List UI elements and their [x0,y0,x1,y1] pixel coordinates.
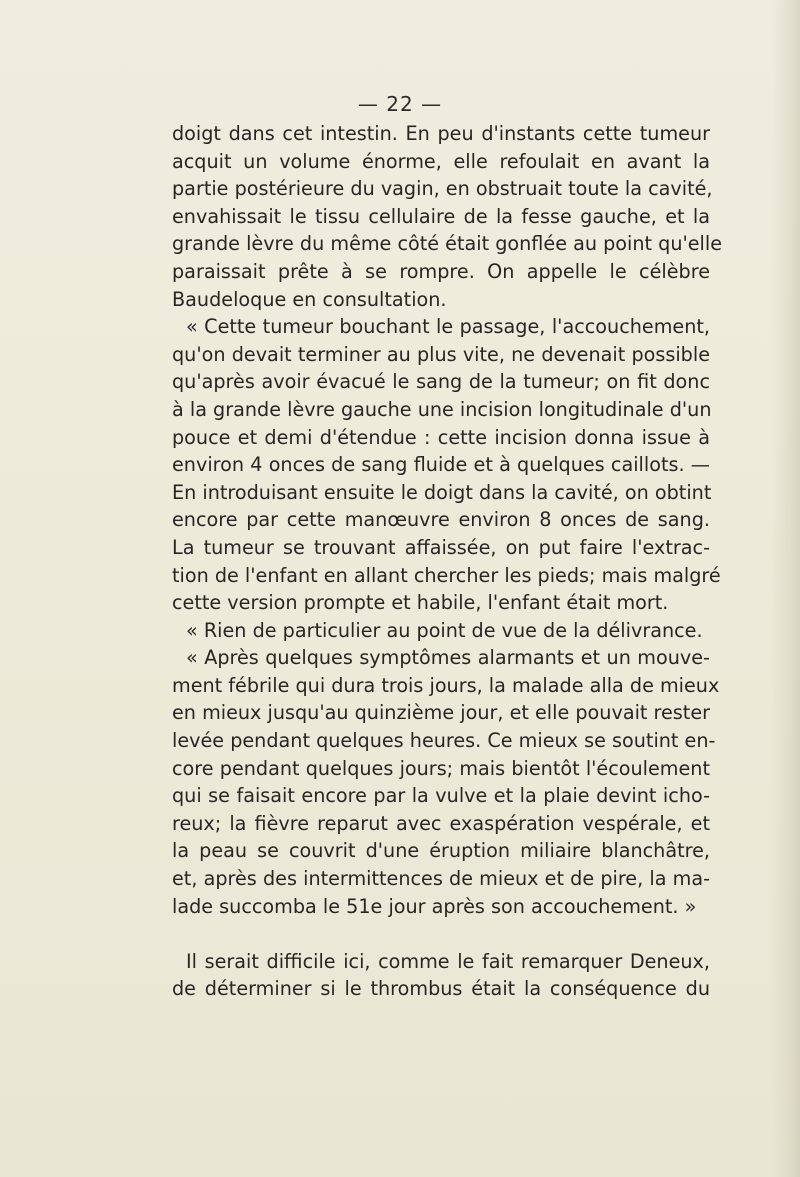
text-line: La tumeur se trouvant affaissée, on put faire l'extrac- [172,535,710,559]
text-line: levée pendant quelques heures. Ce mieux se soutint en- [172,729,716,753]
text-line: tion de l'enfant en allant chercher les pieds; mais malgré [172,563,721,587]
text-line: « Rien de particulier au point de vue de la délivrance. [186,618,703,642]
text-line: « Après quelques symptômes alarmants et un mouve- [186,646,710,670]
paragraph-gap [172,920,710,948]
text-line: acquit un volume énorme, elle refoulait en avant la [172,149,710,173]
text-line: ment fébrile qui dura trois jours, la malade alla de mieux [172,673,720,697]
page-number: — 22 — [357,92,443,116]
text-line: à la grande lèvre gauche une incision longitudinale d'un [172,397,712,421]
paragraph [172,120,723,313]
text-line: qu'après avoir évacué le sang de la tumeur; on fit donc [172,370,710,394]
text-line: doigt dans cet intestin. En peu d'instants cette tumeur [172,122,710,145]
text-line: grande lèvre du même côté était gonflée au point qu'elle [172,232,723,256]
text-line: en mieux jusqu'au quinzième jour, et elle pouvait rester [172,701,711,725]
text-line: partie postérieure du vagin, en obstruait toute la cavité, [172,177,713,201]
text-line: cette version prompte et habile, l'enfant était mort. [172,591,669,615]
paragraph [172,948,710,1003]
text-line: Il serait difficile ici, comme le fait remarquer Deneux, [186,949,710,973]
body-text [172,120,723,1003]
text-line: envahissait le tissu cellulaire de la fesse gauche, et la [172,204,710,228]
text-line: environ 4 onces de sang fluide et à quelques caillots. — [172,453,710,477]
text-line: lade succomba le 51e jour après son accouchement. » [172,894,697,918]
text-line: qui se faisait encore par la vulve et la plaie devint icho- [172,784,710,808]
text-line: encore par cette manœuvre environ 8 onces de sang. [172,508,710,532]
text-line: En introduisant ensuite le doigt dans la cavité, on obtint [172,480,712,504]
text-line: la peau se couvrit d'une éruption miliaire blanchâtre, [172,839,710,863]
text-line: et, après des intermittences de mieux et de pire, la ma- [172,867,710,891]
text-line: pouce et demi d'étendue : cette incision donna issue à [172,425,710,449]
text-line: core pendant quelques jours; mais bientôt l'écoulement [172,756,710,780]
text-line: « Cette tumeur bouchant le passage, l'accouchement, [186,315,710,339]
paragraph [172,617,710,645]
text-line: de déterminer si le thrombus était la conséquence du [172,977,710,1001]
text-line: paraissait prête à se rompre. On appelle le célèbre [172,259,710,283]
paragraph [172,644,720,920]
text-line: reux; la fièvre reparut avec exaspération vespérale, et [172,811,710,835]
paragraph [172,313,721,617]
text-line: qu'on devait terminer au plus vite, ne devenait possible [172,342,710,366]
text-line: Baudeloque en consultation. [172,287,447,311]
